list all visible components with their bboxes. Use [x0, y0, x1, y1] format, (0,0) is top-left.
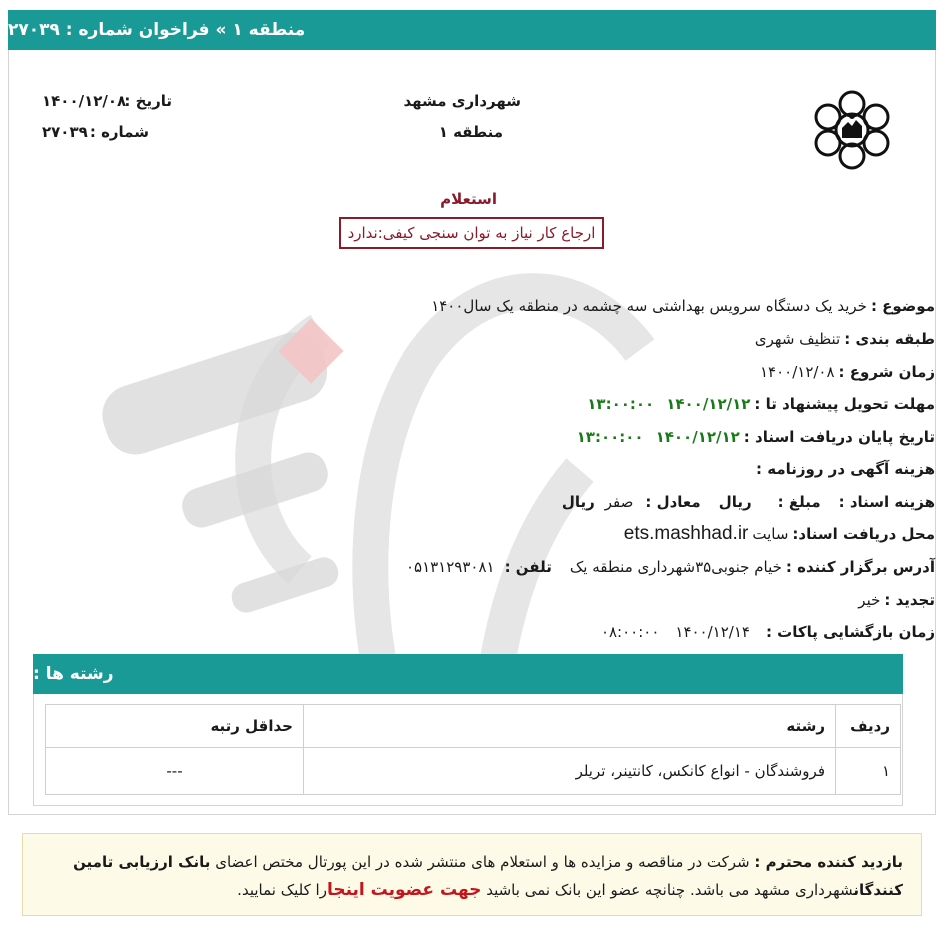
phone-label: تلفن : — [504, 558, 552, 576]
category-row — [755, 327, 935, 351]
column-header-min-rank: حداقل رتبه — [46, 705, 304, 748]
doc-end-label: تاریخ پایان دریافت اسناد : — [743, 428, 935, 446]
page-title: منطقه ۱ » فراخوان شماره : ۲۷۰۳۹ — [8, 20, 306, 40]
doc-end-time: ۱۳:۰۰:۰۰ — [576, 428, 644, 446]
phone-value: ۰۵۱۳۱۲۹۳۰۸۱ — [405, 558, 495, 576]
address-value: خیام جنوبی۳۵شهرداری منطقه یک — [569, 558, 782, 576]
deadline-value: ۱۴۰۰/۱۲/۱۲ — [666, 395, 751, 413]
opening-label: زمان بازگشایی پاکات : — [765, 623, 935, 641]
renewal-value: خیر — [858, 591, 881, 609]
date-label: تاریخ : — [124, 92, 172, 110]
ad-cost-label: هزینه آگهی در روزنامه : — [756, 460, 935, 478]
category-label: طبقه بندی : — [844, 330, 935, 348]
doc-place-label: محل دریافت اسناد: — [792, 525, 935, 543]
inquiry-title: استعلام — [440, 190, 497, 208]
org-name: شهرداری مشهد — [403, 92, 521, 110]
address-row — [406, 555, 935, 579]
ad-cost-row — [756, 457, 935, 481]
row-min-rank: --- — [46, 748, 304, 795]
renewal-label: تجدید : — [884, 591, 935, 609]
page-title-bar — [8, 10, 936, 50]
row-field: فروشندگان - انواع کانکس، کانتینر، تریلر — [304, 748, 836, 795]
column-header-field: رشته — [304, 705, 836, 748]
equivalent-value: صفر — [604, 493, 634, 511]
doc-place-row — [624, 522, 935, 546]
fields-section-header — [33, 654, 903, 694]
number-label: شماره : — [89, 123, 149, 141]
doc-end-value: ۱۴۰۰/۱۲/۱۲ — [655, 428, 740, 446]
column-header-index: ردیف — [836, 705, 901, 748]
renewal-row — [858, 588, 935, 612]
table-header-row — [46, 705, 901, 748]
notice-text-2: شهرداری مشهد می باشد. چنانچه عضو این بانک نمی باشید — [486, 881, 854, 899]
deadline-row — [587, 392, 935, 416]
membership-notice — [22, 833, 922, 916]
org-region: منطقه ۱ — [438, 123, 503, 141]
subject-value: خرید یک دستگاه سرویس بهداشتی سه چشمه در منطقه یک سال۱۴۰۰ — [431, 297, 867, 315]
notice-text-3: را کلیک نمایید. — [237, 881, 327, 899]
opening-date: ۱۴۰۰/۱۲/۱۴ — [675, 623, 750, 641]
fields-section-title: رشته ها : — [33, 664, 114, 684]
row-index: ۱ — [836, 748, 901, 795]
address-label: آدرس برگزار کننده : — [785, 558, 935, 576]
fields-table — [45, 704, 901, 795]
doc-cost-row — [562, 490, 935, 514]
equivalent-rial: ریال — [561, 493, 595, 511]
doc-place-prefix: سایت — [752, 525, 789, 543]
date-value: ۱۴۰۰/۱۲/۰۸ — [42, 92, 127, 110]
notice-bank: بانک ارزیابی تامین کنندگان — [73, 853, 903, 899]
amount-rial: ریال — [718, 493, 752, 511]
table-row — [46, 748, 901, 795]
start-value: ۱۴۰۰/۱۲/۰۸ — [759, 363, 835, 381]
deadline-time: ۱۳:۰۰:۰۰ — [587, 395, 655, 413]
deadline-label: مهلت تحویل پیشنهاد تا : — [754, 395, 935, 413]
municipality-logo — [806, 84, 898, 176]
start-label: زمان شروع : — [838, 363, 935, 381]
category-value: تنظیف شهری — [754, 330, 841, 348]
doc-cost-label: هزینه اسناد : — [838, 493, 935, 511]
quality-requirement-box — [339, 217, 604, 249]
doc-end-row — [577, 425, 935, 449]
doc-place-site[interactable]: ets.mashhad.ir — [623, 523, 749, 544]
amount-label: مبلغ : — [777, 493, 821, 511]
number-value: ۲۷۰۳۹ — [42, 123, 88, 141]
opening-time: ۰۸:۰۰:۰۰ — [600, 623, 660, 641]
notice-text-1: شرکت در مناقصه و مزایده ها و استعلام های منتشر شده در این پورتال مختص اعضای — [215, 853, 750, 871]
subject-label: موضوع : — [870, 297, 935, 315]
equivalent-label: معادل : — [645, 493, 701, 511]
watermark-logo — [60, 210, 680, 730]
quality-requirement-text: ارجاع کار نیاز به توان سنجی کیفی:ندارد — [347, 224, 596, 242]
start-row — [760, 360, 935, 384]
opening-row — [601, 620, 935, 644]
subject-row — [431, 294, 935, 318]
membership-link[interactable]: جهت عضویت اینجا — [326, 880, 482, 900]
notice-visitor: بازدید کننده محترم : — [754, 853, 903, 871]
